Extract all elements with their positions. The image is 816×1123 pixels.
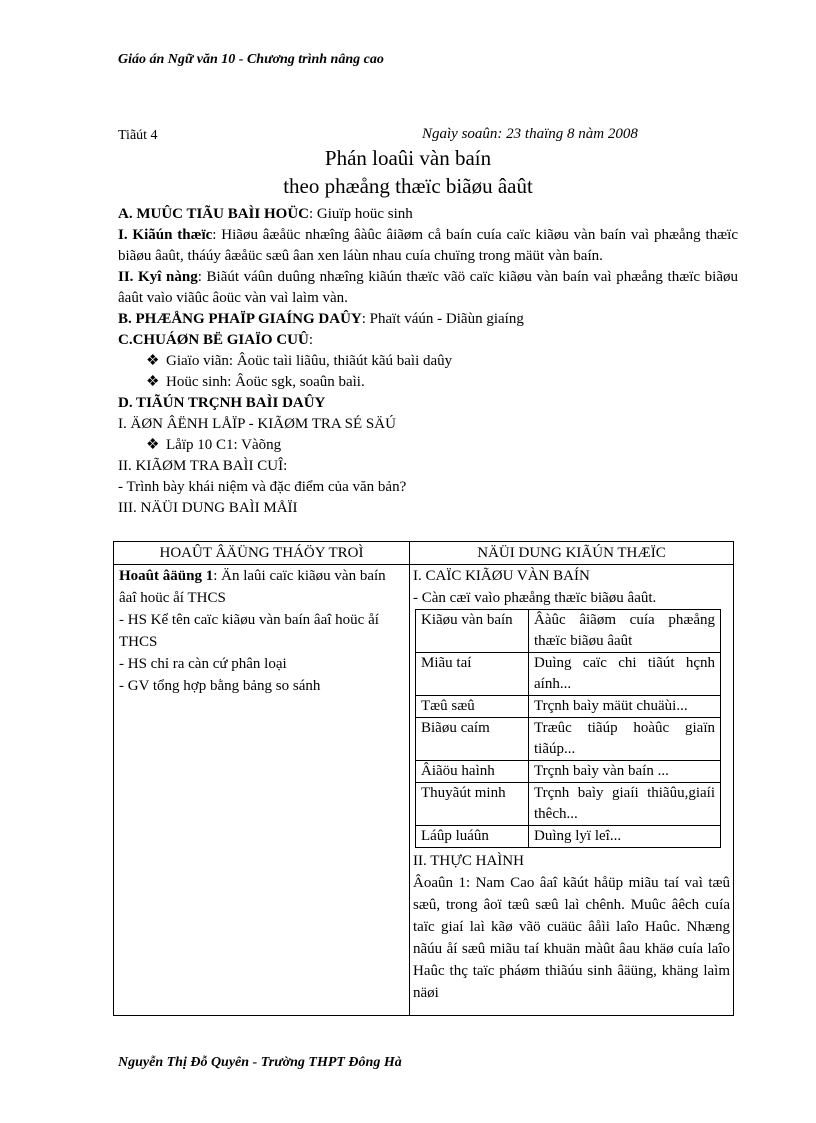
review-question: - Trình bày khái niệm và đặc điểm của văn bản? [118,479,407,495]
type-cell: Âiãöu haình [416,761,529,783]
right-heading: I. CAÏC KIÃØU VÀN BAÍN [413,568,590,584]
section-d-heading: D. TIÃÚN TRÇNH BAÌI DAÛY [118,395,326,411]
table-row [416,610,721,653]
knowledge-text: : Hiãøu âæåüc nhæîng âàûc âiãøm cå baín cuía caïc kiãøu vàn baín vaì phæång thæïc biãøu âaût, tháúy âæåüc sæû âan xen láùn nhau cuía chuïng trong mäüt vàn baín. [118,227,738,264]
lesson-date: Ngaìy soaûn: 23 thaïng 8 nàm 2008 [422,126,638,142]
section-c [118,330,738,351]
text-types-table [415,609,721,848]
list-item-text: Giaïo viãn: Âoüc taìi liãûu, thiãút kãú baìi daûy [166,353,453,369]
table-row [416,696,721,718]
feature-cell: Trçnh baìy giaíi thiãûu,giaíi thêch... [529,783,721,826]
section-a-text: : Giuïp hoüc sinh [309,206,413,222]
type-cell: Thuyãút minh [416,783,529,826]
left-line: - GV tổng hợp bằng bảng so sánh [119,678,321,694]
lesson-number: Tiãút 4 [118,128,158,143]
col-left-header: HOAÛT ÂÄÜNG THÁÖY TROÌ [114,542,410,565]
diamond-bullet-icon: ❖ [146,353,160,369]
teacher-activities-cell [114,565,410,1016]
table-row [416,761,721,783]
section-a [118,204,738,225]
section-c-heading: C.CHUÁØN BË GIAÏO CUÛ [118,332,309,348]
diamond-bullet-icon: ❖ [146,437,160,453]
knowledge-label: I. Kiãún thæïc [118,227,213,243]
left-line: - HS chỉ ra càn cứ phân loại [119,656,287,672]
list-item [118,435,738,456]
lesson-body [118,204,738,519]
activity-label: Hoaût âäüng 1 [119,568,214,584]
knowledge-paragraph [118,225,738,267]
feature-cell: Træûc tiãúp hoàûc giaïn tiãúp... [529,718,721,761]
table-row [416,783,721,826]
skills-text: : Biãút váûn duûng nhæîng kiãún thæïc vãö caïc kiãøu vàn baín vaì phæång thæïc biãøu âaût vaìo viãûc âoüc vàn vaì laìm vàn. [118,269,738,306]
type-cell: Tæû sæû [416,696,529,718]
feature-cell: Âàûc âiãøm cuía phæång thæïc biãøu âaût [529,610,721,653]
type-cell: Miãu taí [416,653,529,696]
page-footer: Nguyễn Thị Đỗ Quyên - Trường THPT Đông Hà [118,1055,402,1070]
table-row [416,718,721,761]
lesson-table [113,541,734,1016]
feature-cell: Duìng lyï leî... [529,826,721,848]
list-item [118,351,738,372]
right-sub: - Càn cæï vaìo phæång thæïc biãøu âaût. [413,590,657,606]
col-right-header: NÄÜI DUNG KIÃÚN THÆÏC [410,542,734,565]
section-b-heading: B. PHÆÅNG PHAÏP GIAÍNG DAÛY [118,311,362,327]
feature-cell: Duìng caïc chi tiãút hçnh aính... [529,653,721,696]
practice-text: Âoaûn 1: Nam Cao âaî kãút håüp miãu taí vaì tæû sæû, trong âoï tæû sæû laì chênh. Muûc âêch cuía taïc giaí laì kãø vãö cuäüc âåìi laîo Haûc. Nhæng nãúu åí sæû miãu taí khuän màût âau khäø cuía laîo Haûc thç taïc pháøm thiãúu sinh âäüng, khäng laìm näøi [413,875,730,1001]
skills-paragraph [118,267,738,309]
list-item-text: Hoüc sinh: Âoüc sgk, soaûn baìi. [166,374,365,390]
diamond-bullet-icon: ❖ [146,374,160,390]
feature-cell: Trçnh baìy vàn baín ... [529,761,721,783]
content-cell [410,565,734,1016]
lesson-title-line-1: Phán loaûi vàn baín [324,146,492,170]
type-cell: Kiãøu vàn baín [416,610,529,653]
section-a-heading: A. MUÛC TIÃU BAÌI HOÜC [118,206,309,222]
lesson-title-line-2: theo phæång thæïc biãøu âaût [283,174,533,198]
activity-text: : Än laûi caïc kiãøu vàn baín âaî hoüc åí THCS [119,568,386,606]
feature-cell: Trçnh baìy mäüt chuäùi... [529,696,721,718]
table-row [416,826,721,848]
list-item [118,372,738,393]
left-line: - HS Kể tên caïc kiãøu vàn baín âaî hoüc åí THCS [119,612,379,650]
subsection-d3: III. NÄÜI DUNG BAÌI MÅÏI [118,500,298,516]
type-cell: Biãøu caím [416,718,529,761]
page-header: Giáo án Ngữ văn 10 - Chương trình nâng cao [118,52,384,67]
practice-heading: II. THỰC HAÌNH [413,853,524,869]
subsection-d1: I. ÄØN ÂËNH LÅÏP - KIÃØM TRA SÉ SÄÚ [118,416,396,432]
section-b [118,309,738,330]
type-cell: Láûp luáûn [416,826,529,848]
activity-1 [119,565,404,609]
section-c-colon: : [308,332,314,348]
list-item-text: Låïp 10 C1: Vàõng [166,437,282,453]
section-b-text: : Phaït váún - Diãùn giaíng [361,311,524,327]
subsection-d2: II. KIÃØM TRA BAÌI CUÎ: [118,458,288,474]
skills-label: II. Kyî nàng [118,269,198,285]
table-row [416,653,721,696]
